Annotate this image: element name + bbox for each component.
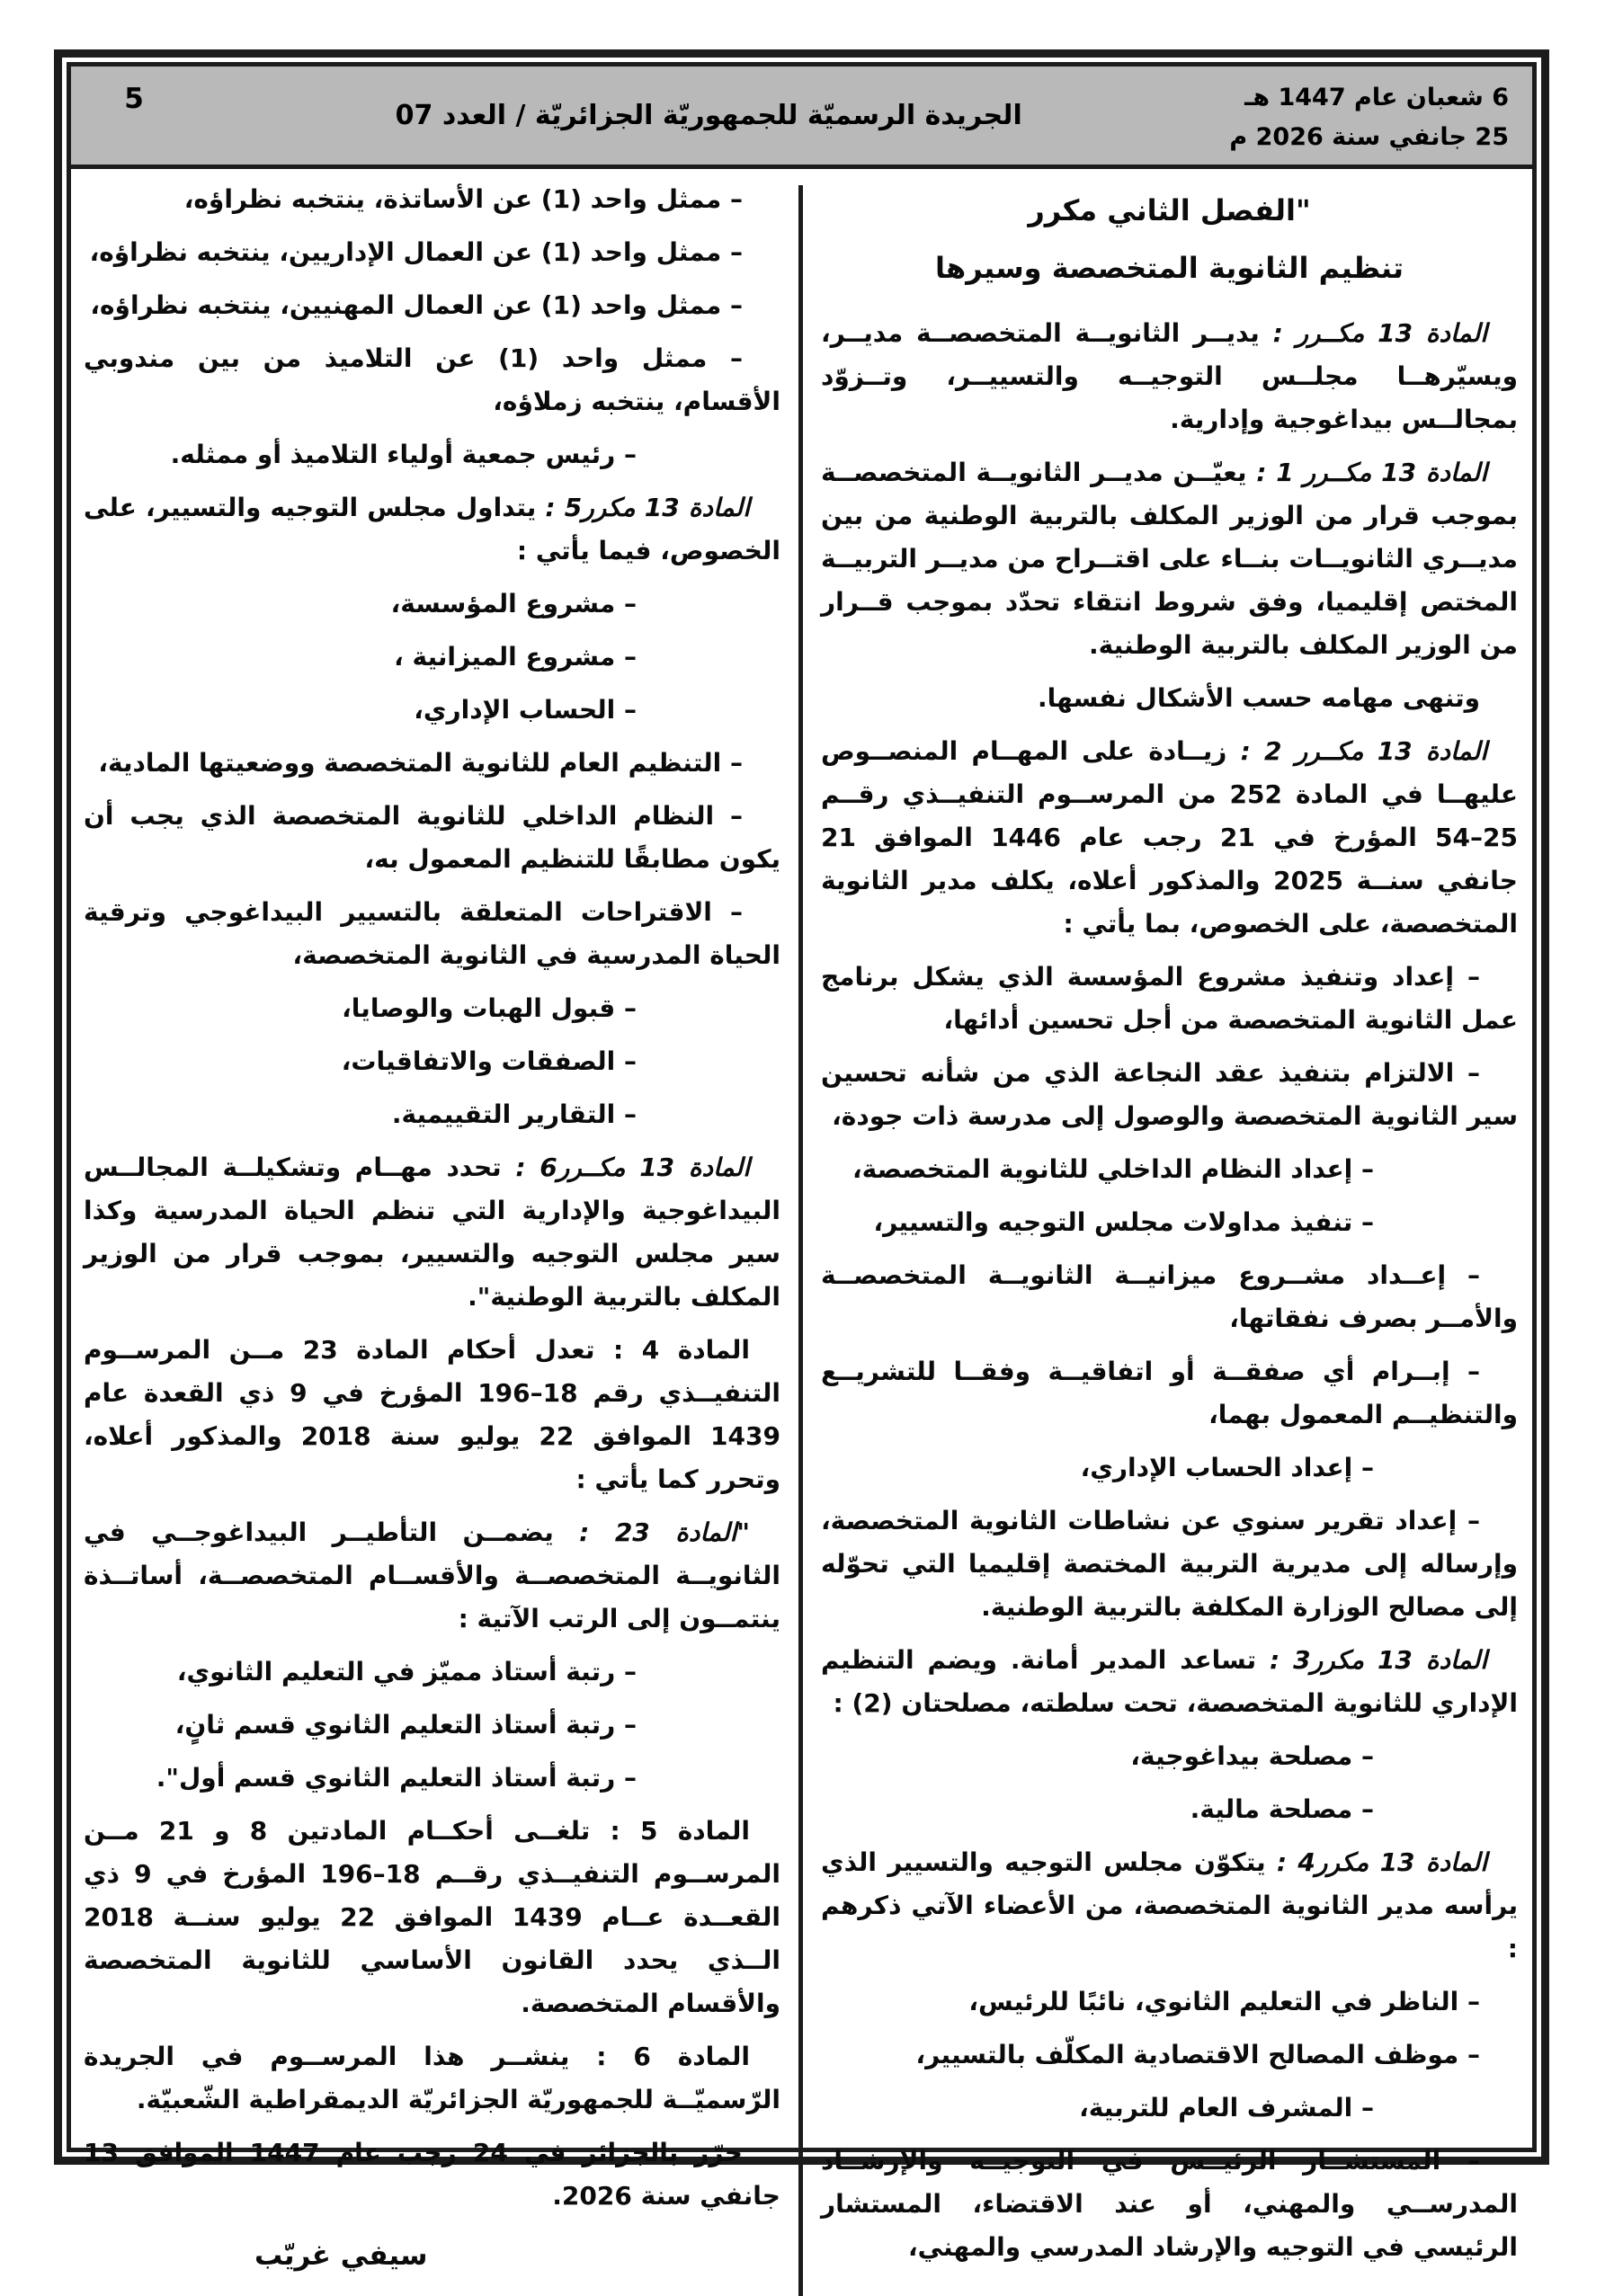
article-label: "المادة 23 :	[579, 1517, 751, 1547]
paragraph: المادة 5 : تلغــى أحكــام المادتين 8 و 21 مــن المرســوم التنفيــذي رقــم 18–196 المؤرخ في 9 ذي القعــدة عــام 1439 الموافق 22 يوليو سنــة 2018 الــذي يحدد القانون الأساسي للثانوية المتخصصة والأقسام المتخصصة.	[84, 1816, 780, 2018]
paragraph: المادة 13 مكــرر : يديــر الثانويــة المتخصصــة مديــر، ويسيّرهــا مجلــس التوجيــه والتسييــر، وتــزوّد بمجالــس بيداغوجية وإدارية.	[821, 318, 1518, 435]
article-label: المادة 6 :	[596, 2042, 751, 2071]
paragraph: – النظام الداخلي للثانوية المتخصصة الذي يجب أن يكون مطابقًا للتنظيم المعمول به،	[84, 801, 780, 874]
article-label: المادة 4 :	[612, 1335, 750, 1365]
paragraph: المادة 13 مكــرر 1 : يعيّــن مديــر الثانويــة المتخصصــة بموجب قرار من الوزير المكلف بالتربية الوطنية من بين مديــري الثانويــات بنــاء على اقتــراح من مديــر التربيــة المختص إقليميا، وفق شروط انتقاء تحدّد بموجب قــرار من الوزير المكلف بالتربية الوطنية.	[821, 458, 1518, 661]
paragraph: – المشرف العام للتربية،	[1079, 2093, 1374, 2123]
paragraph: – مشروع الميزانية ،	[394, 642, 637, 672]
paragraph: المادة 4 : تعدل أحكام المادة 23 مــن المرســوم التنفيــذي رقم 18–196 المؤرخ في 9 ذي القعدة عام 1439 الموافق 22 يوليو سنة 2018 والمذكور أعلاه، وتحرر كما يأتي :	[84, 1335, 780, 1494]
date-hijri: 6 شعبان عام 1447 هـ	[1244, 83, 1509, 111]
header-dates	[1220, 75, 1532, 156]
paragraph: "المادة 23 : يضمــن التأطيــر البيداغوجــي في الثانويــة المتخصصــة والأقســام المتخصصــة، أساتــذة ينتمــون إلى الرتب الآتية :	[84, 1517, 780, 1633]
paragraph: المادة 6 : ينشــر هذا المرســوم في الجريدة الرّسميّــة للجمهوريّة الجزائريّة الديمقراطية الشّعبيّة.	[84, 2042, 780, 2114]
paragraph: – رئيس جمعية أولياء التلاميذ أو ممثله.	[170, 440, 637, 469]
article-label: المادة 13 مكــرر :	[1272, 318, 1488, 349]
article-label: المادة 13 مكرر4 :	[1276, 1847, 1487, 1878]
paragraph: – رتبة أستاذ مميّز في التعليم الثانوي،	[176, 1657, 637, 1686]
paragraph: – إعداد تقرير سنوي عن نشاطات الثانوية المتخصصة، وإرساله إلى مديرية التربية المختصة إقليميا التي تحوّله إلى مصالح الوزارة المكلفة بالتربية الوطنية.	[821, 1506, 1518, 1623]
chapter-heading	[821, 189, 1518, 290]
column-divider	[798, 185, 803, 2296]
paragraph: حرّر بالجزائر في 24 رجب عام 1447 الموافق 13 جانفي سنة 2026.	[84, 2138, 780, 2211]
paragraph: – رتبة أستاذ التعليم الثانوي قسم أول".	[156, 1763, 637, 1793]
paragraph: – تنفيذ مداولات مجلس التوجيه والتسيير،	[873, 1207, 1374, 1238]
paragraph: – إبــرام أي صفقــة أو اتفاقيــة وفقــا للتشريــع والتنظيــم المعمول بهما،	[821, 1357, 1518, 1430]
article-label: المادة 13 مكرر5 :	[545, 493, 750, 522]
paragraph: – إعداد الحساب الإداري،	[1080, 1453, 1374, 1483]
paragraph: – التنظيم العام للثانوية المتخصصة ووضعيتها المادية،	[98, 748, 743, 778]
paragraph: المادة 13 مكــرر6 : تحدد مهــام وتشكيلــة المجالــس البيداغوجية والإدارية التي تنظم الحياة المدرسية وكذا سير مجلس التوجيه والتسيير، بموجب قرار من الوزير المكلف بالتربية الوطنية".	[84, 1152, 780, 1312]
content-columns	[71, 169, 1532, 2296]
article-label: المادة 13 مكــرر 1 :	[1256, 458, 1487, 488]
paragraph: – الناظر في التعليم الثانوي، نائبًا للرئيس،	[968, 1987, 1480, 2017]
paragraph: – ممثل واحد (1) عن العمال المهنيين، ينتخبه نظراؤه،	[90, 290, 743, 320]
paragraph: – موظف المصالح الاقتصادية المكلّف بالتسيير،	[915, 2040, 1480, 2070]
page-inner-frame	[67, 62, 1537, 2272]
paragraph: – الاقتراحات المتعلقة بالتسيير البيداغوجي وترقية الحياة المدرسية في الثانوية المتخصصة،	[84, 897, 780, 970]
paragraph: المادة 13 مكرر5 : يتداول مجلس التوجيه والتسيير، على الخصوص، فيما يأتي :	[84, 493, 780, 565]
paragraph: – ممثل واحد (1) عن التلاميذ من بين مندوبي الأقسام، ينتخبه زملاؤه،	[84, 343, 780, 416]
page-frame	[54, 49, 1549, 2272]
right-column-blocks	[821, 312, 1518, 2269]
chapter-heading-line1: "الفصل الثاني مكرر	[1028, 193, 1311, 227]
paragraph: – المستشــار الرئيــس في التوجيــه والإرشــاد المدرســي والمهني، أو عند الاقتضاء، المستشار الرئيسي في التوجيه والإرشاد المدرسي والمهني،	[821, 2146, 1518, 2263]
journal-title: الجريدة الرسميّة للجمهوريّة الجزائريّة / العدد 07	[395, 100, 1022, 131]
article-label: المادة 13 مكرر3 :	[1270, 1645, 1487, 1676]
article-label: المادة 13 مكــرر 2 :	[1240, 736, 1488, 767]
paragraph: – إعداد النظام الداخلي للثانوية المتخصصة،	[852, 1154, 1374, 1185]
paragraph: – التقارير التقييمية.	[391, 1099, 637, 1129]
paragraph: المادة 13 مكرر3 : تساعد المدير أمانة. ويضم التنظيم الإداري للثانوية المتخصصة، تحت سلطته، مصلحتان (2) :	[821, 1645, 1518, 1719]
left-column	[71, 169, 798, 2296]
paragraph: – مشروع المؤسسة،	[390, 589, 637, 618]
left-column-blocks	[84, 178, 780, 2277]
chapter-heading-line2: تنظيم الثانوية المتخصصة وسيرها	[935, 250, 1404, 285]
paragraph: – إعــداد مشــروع ميزانيــة الثانويــة المتخصصــة والأمــر بصرف نفقاتها،	[821, 1260, 1518, 1334]
right-column	[803, 169, 1532, 2296]
paragraph: – قبول الهبات والوصايا،	[342, 993, 637, 1023]
paragraph: – إعداد وتنفيذ مشروع المؤسسة الذي يشكل برنامج عمل الثانوية المتخصصة من أجل تحسين أدائها،	[821, 962, 1518, 1036]
paragraph: – ممثل واحد (1) عن الأساتذة، ينتخبه نظراؤه،	[183, 184, 743, 214]
paragraph: – مصلحة مالية.	[1190, 1794, 1374, 1825]
header-band	[71, 67, 1532, 169]
paragraph: – الالتزام بتنفيذ عقد النجاعة الذي من شأنه تحسين سير الثانوية المتخصصة والوصول إلى مدرسة ذات جودة،	[821, 1058, 1518, 1132]
paragraph: – الحساب الإداري،	[414, 695, 637, 725]
paragraph: وتنهى مهامه حسب الأشكال نفسها.	[1038, 683, 1480, 714]
paragraph: – الصفقات والاتفاقيات،	[341, 1046, 637, 1076]
article-label: المادة 13 مكــرر6 :	[515, 1152, 750, 1182]
date-gregorian: 25 جانفي سنة 2026 م	[1229, 122, 1509, 151]
paragraph: المادة 13 مكرر4 : يتكوّن مجلس التوجيه والتسيير الذي يرأسه مدير الثانوية المتخصصة، من الأعضاء الآتي ذكرهم :	[821, 1847, 1518, 1964]
article-label: المادة 5 :	[610, 1816, 750, 1846]
signature: سيفي غريّب	[254, 2239, 428, 2272]
page-number: 5	[124, 83, 144, 115]
paragraph: المادة 13 مكــرر 2 : زيــادة على المهــام المنصــوص عليهــا في المادة 252 من المرســوم التنفيــذي رقــم 25–54 المؤرخ في 21 رجب عام 1446 الموافق 21 جانفي سنــة 2025 والمذكور أعلاه، يكلف مدير الثانوية المتخصصة، على الخصوص، بما يأتي :	[821, 736, 1518, 939]
paragraph: – ممثل واحد (1) عن العمال الإداريين، ينتخبه نظراؤه،	[89, 237, 743, 267]
paragraph: – رتبة أستاذ التعليم الثانوي قسم ثانٍ،	[174, 1710, 637, 1740]
paragraph: – مصلحة بيداغوجية،	[1130, 1741, 1374, 1772]
